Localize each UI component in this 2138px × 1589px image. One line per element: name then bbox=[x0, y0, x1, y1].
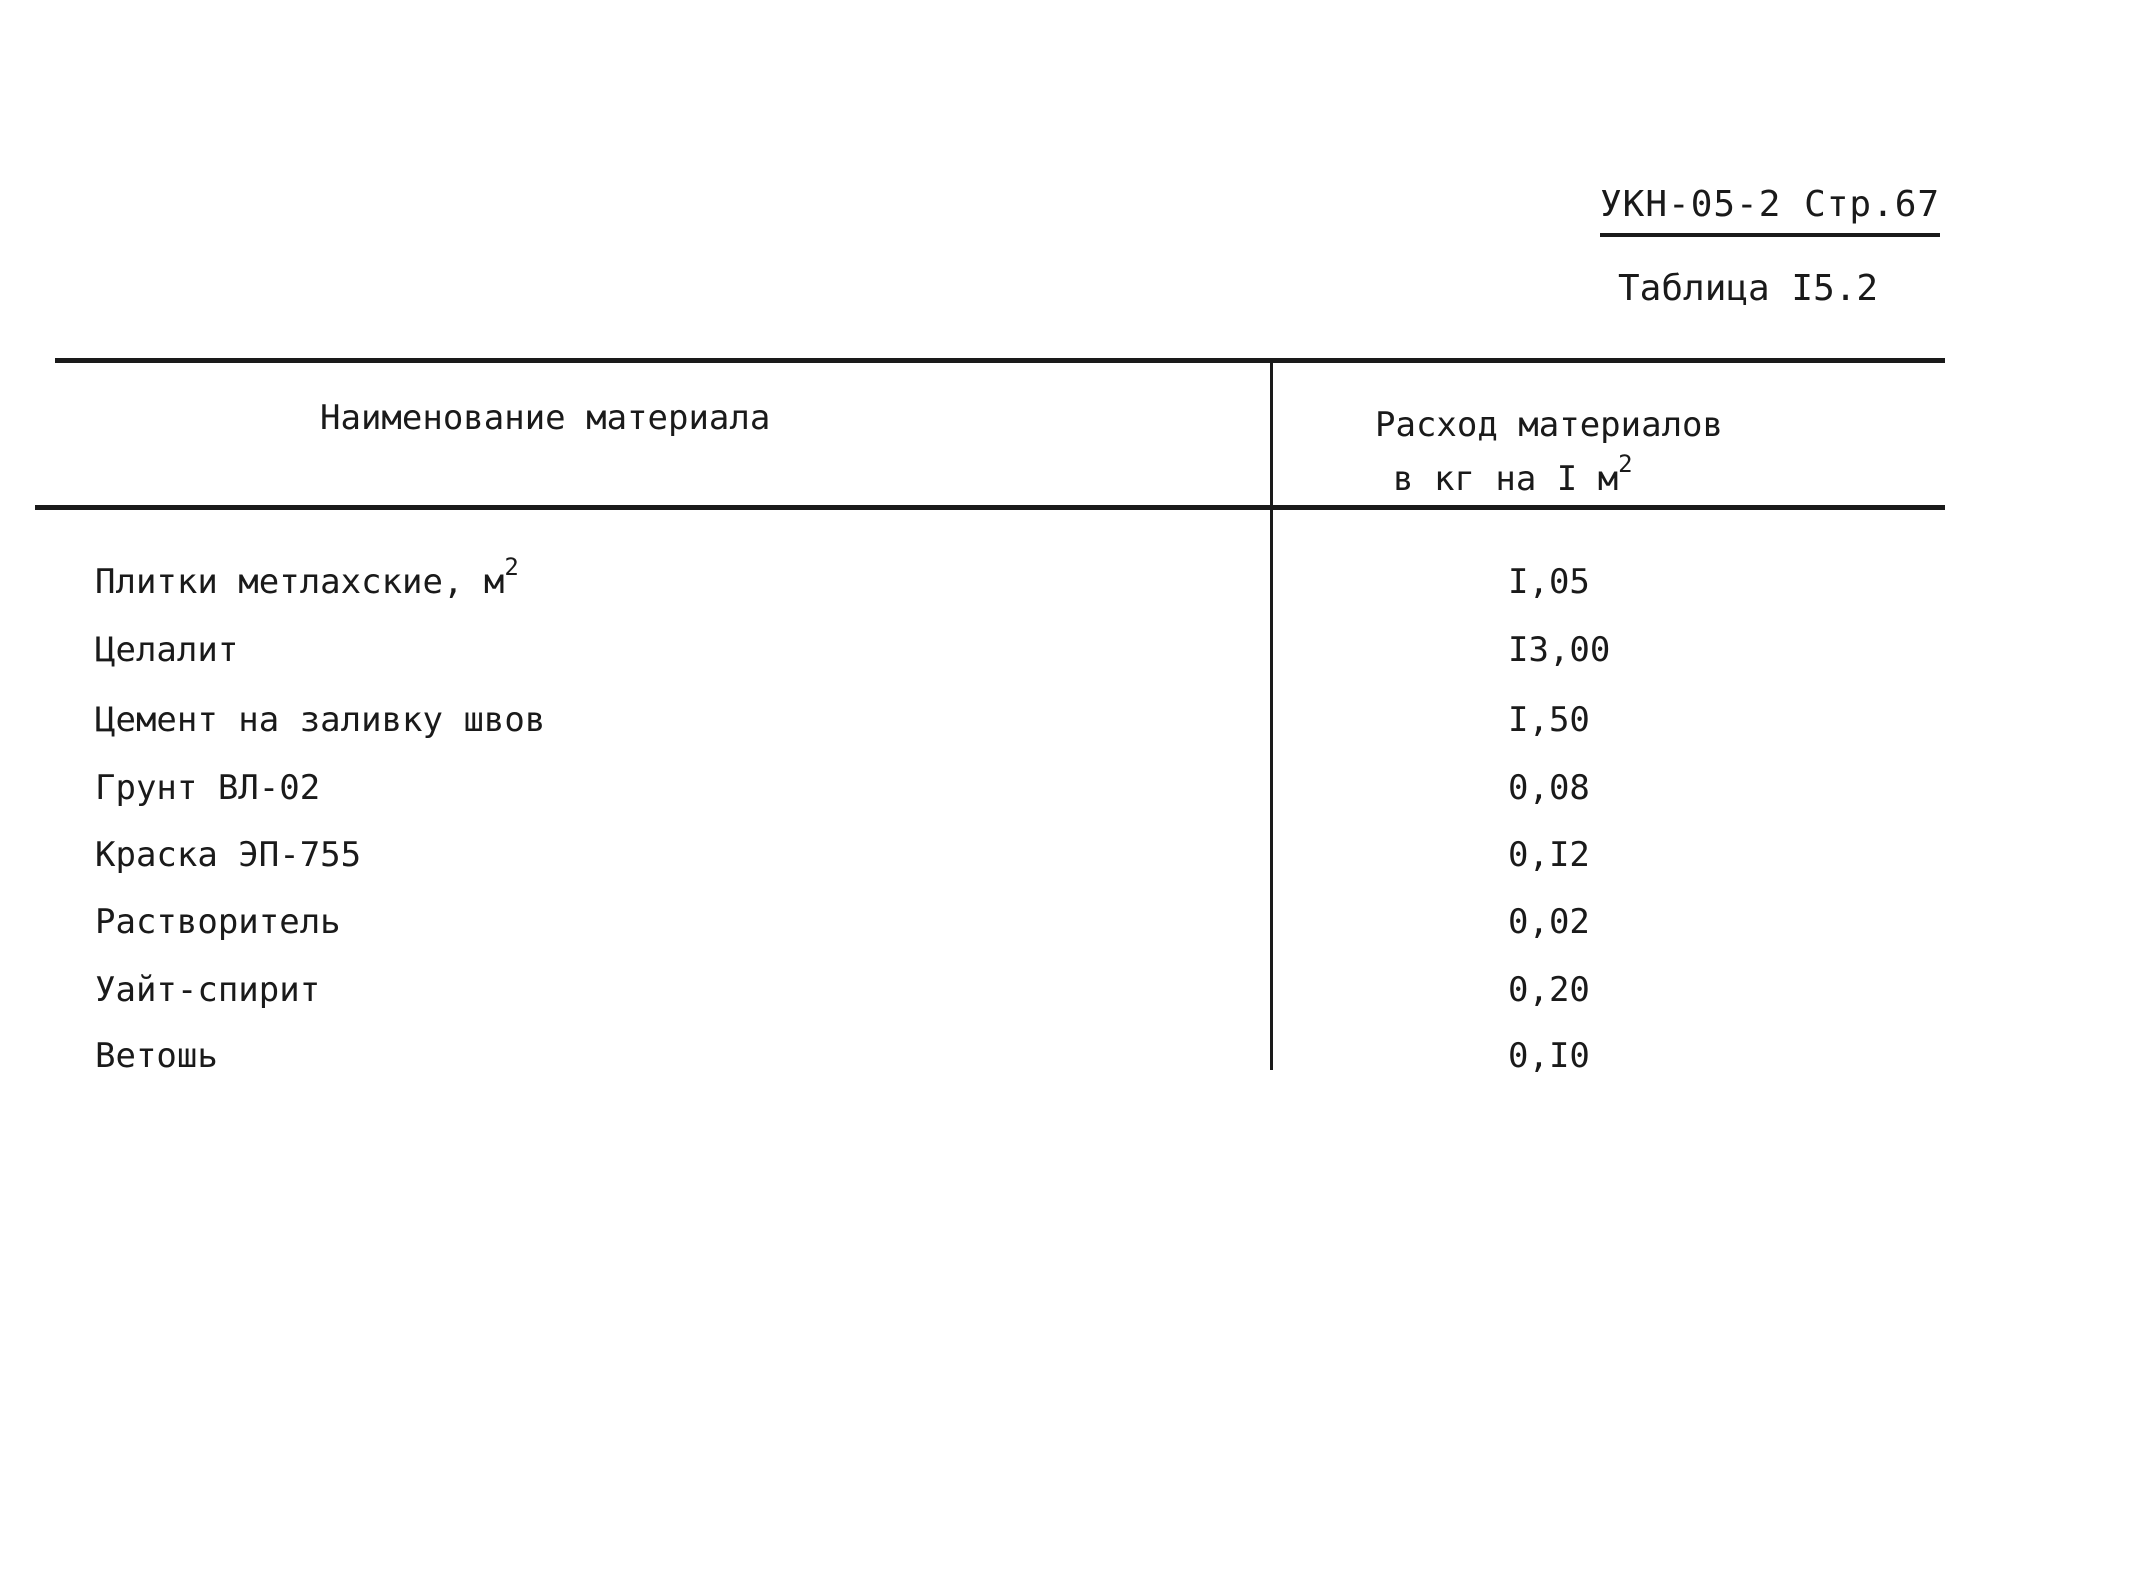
column-header-unit: в кг на I м bbox=[1393, 459, 1619, 499]
material-consumption: I3,00 bbox=[1508, 630, 1611, 670]
table-row bbox=[0, 768, 1945, 828]
column-header-consumption-line2 bbox=[1375, 452, 1723, 506]
material-consumption: 0,I0 bbox=[1508, 1036, 1590, 1076]
material-consumption: 0,I2 bbox=[1508, 835, 1590, 875]
material-consumption: 0,02 bbox=[1508, 902, 1590, 942]
column-header-consumption-line1: Расход материалов bbox=[1375, 405, 1723, 445]
material-name: Краска ЭП-755 bbox=[95, 835, 362, 875]
material-name: Грунт ВЛ-02 bbox=[95, 768, 321, 808]
material-name: Целалит bbox=[95, 630, 239, 670]
material-name: Уайт-спирит bbox=[95, 970, 321, 1010]
table-row bbox=[0, 553, 1945, 622]
material-unit-exponent: 2 bbox=[504, 553, 519, 581]
table-top-rule bbox=[55, 358, 1945, 363]
material-name: Ветошь bbox=[95, 1036, 218, 1076]
column-header-material: Наименование материала bbox=[320, 398, 771, 438]
material-name: Растворитель bbox=[95, 902, 341, 942]
material-consumption: I,05 bbox=[1508, 562, 1590, 602]
document-code: УКН-05-2 Стр.67 bbox=[1600, 184, 1940, 237]
column-header-unit-exponent: 2 bbox=[1618, 450, 1633, 478]
material-consumption: 0,20 bbox=[1508, 970, 1590, 1010]
material-consumption: I,50 bbox=[1508, 700, 1590, 740]
table-row bbox=[0, 970, 1945, 1030]
material-name: Цемент на заливку швов bbox=[95, 700, 546, 740]
material-name-text: Плитки метлахские, м bbox=[95, 562, 505, 602]
material-name bbox=[95, 553, 519, 602]
table-row bbox=[0, 1036, 1945, 1096]
table-number: Таблица I5.2 bbox=[1618, 268, 1879, 309]
material-consumption: 0,08 bbox=[1508, 768, 1590, 808]
table-row bbox=[0, 835, 1945, 895]
column-header-consumption bbox=[1375, 398, 1723, 506]
table-row bbox=[0, 902, 1945, 962]
table-row bbox=[0, 630, 1945, 690]
table-row bbox=[0, 700, 1945, 760]
